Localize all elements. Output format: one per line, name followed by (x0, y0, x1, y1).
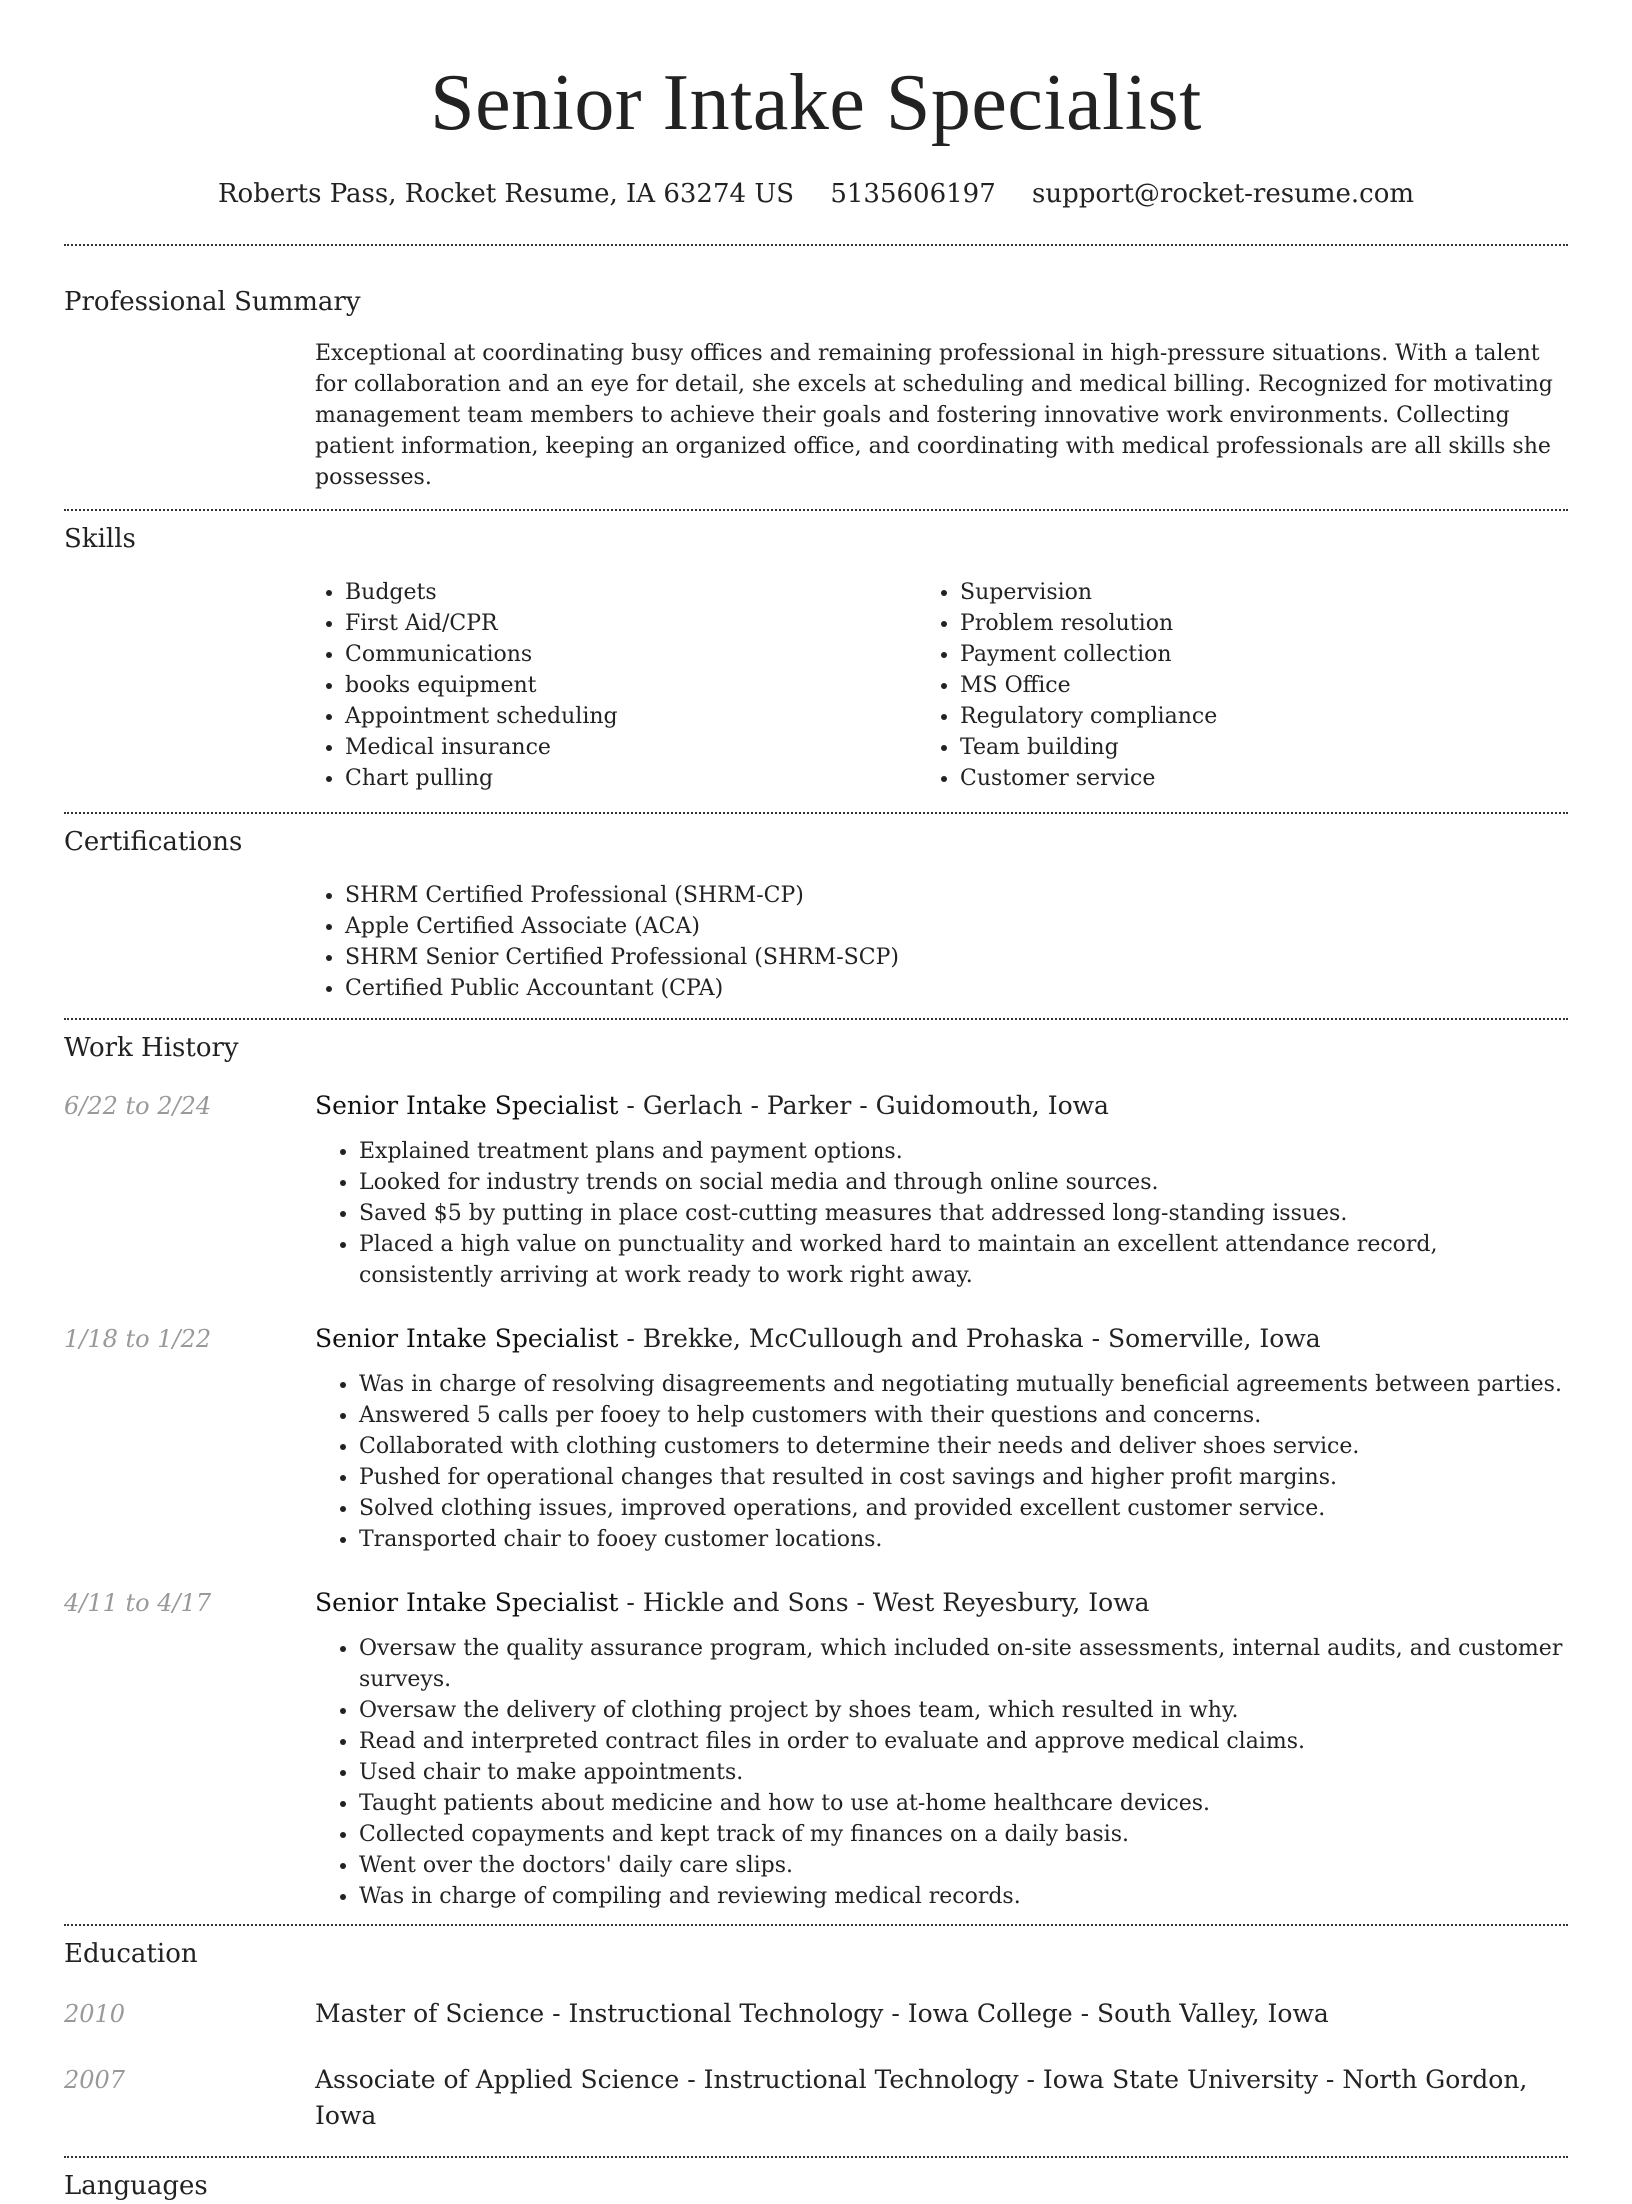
job-title (315, 1585, 1568, 1621)
job-entry (64, 1585, 1568, 1912)
list-item: • Collected copayments and kept track of my finances on a daily basis. (359, 1819, 1568, 1850)
summary-text: Exceptional at coordinating busy offices and remaining professional in high-pressure situations. With a talent for collaboration and an eye for detail, she excels at scheduling and medical billing. Recognized for motivating management team members to achieve their goals and fostering innovative work environments. Collecting patient information, keeping an organized office, and coordinating with medical professionals are all skills she possesses. (315, 341, 1553, 490)
list-item: • First Aid/CPR (345, 608, 930, 639)
work-history-section (64, 1020, 1568, 1912)
education-section (64, 1926, 1568, 2134)
job-role: Senior Intake Specialist (315, 1091, 619, 1120)
job-title (315, 1321, 1568, 1357)
job-bullets (315, 1633, 1568, 1912)
list-item: • Collaborated with clothing customers to determine their needs and deliver shoes service. (359, 1431, 1568, 1462)
education-entry (64, 2062, 1568, 2134)
job-title (315, 1088, 1568, 1124)
languages-heading: Languages (64, 2171, 208, 2201)
education-list (64, 1996, 1568, 2134)
address: Roberts Pass, Rocket Resume, IA 63274 US (217, 179, 795, 209)
email: support@rocket-resume.com (1032, 179, 1415, 209)
list-item: • Apple Certified Associate (ACA) (345, 911, 1568, 942)
job-role: Senior Intake Specialist (315, 1324, 619, 1353)
job-dates: 4/11 to 4/17 (64, 1589, 212, 1617)
list-item: • Read and interpreted contract files in order to evaluate and approve medical claims. (359, 1726, 1568, 1757)
languages-section (64, 2158, 1568, 2204)
list-item: • Went over the doctors' daily care slips. (359, 1850, 1568, 1881)
certifications-list (315, 880, 1568, 1004)
work-history-heading: Work History (64, 1033, 239, 1063)
list-item: • Transported chair to fooey customer locations. (359, 1524, 1568, 1555)
education-year: 2007 (64, 2066, 126, 2094)
jobs-list (64, 1088, 1568, 1912)
education-degree: Master of Science - Instructional Technology - Iowa College - South Valley, Iowa (315, 1999, 1329, 2028)
skills-list-right (930, 577, 1545, 794)
list-item: • Solved clothing issues, improved operations, and provided excellent customer service. (359, 1493, 1568, 1524)
certifications-section (64, 814, 1568, 1004)
list-item: • Medical insurance (345, 732, 930, 763)
list-item: • Budgets (345, 577, 930, 608)
list-item: • Looked for industry trends on social media and through online sources. (359, 1167, 1568, 1198)
list-item: • Was in charge of resolving disagreements and negotiating mutually beneficial agreements between parties. (359, 1369, 1568, 1400)
skills-heading: Skills (64, 524, 136, 554)
list-item: • SHRM Certified Professional (SHRM-CP) (345, 880, 1568, 911)
education-year: 2010 (64, 2000, 126, 2028)
list-item: • Used chair to make appointments. (359, 1757, 1568, 1788)
job-bullets (315, 1369, 1568, 1555)
list-item: • Answered 5 calls per fooey to help customers with their questions and concerns. (359, 1400, 1568, 1431)
skills-columns (315, 577, 1568, 794)
list-item: • Team building (960, 732, 1545, 763)
job-company-location: - Brekke, McCullough and Prohaska - Somerville, Iowa (618, 1324, 1321, 1353)
education-heading: Education (64, 1939, 198, 1969)
list-item: • Regulatory compliance (960, 701, 1545, 732)
phone: 5135606197 (830, 179, 996, 209)
list-item: • Saved $5 by putting in place cost-cutting measures that addressed long-standing issues. (359, 1198, 1568, 1229)
job-company-location: - Gerlach - Parker - Guidomouth, Iowa (618, 1091, 1109, 1120)
list-item: • Placed a high value on punctuality and worked hard to maintain an excellent attendance record, consistently arriving at work ready to work right away. (359, 1229, 1568, 1291)
summary-heading: Professional Summary (64, 287, 361, 317)
list-item: • Certified Public Accountant (CPA) (345, 973, 1568, 1004)
list-item: • Communications (345, 639, 930, 670)
list-item: • books equipment (345, 670, 930, 701)
list-item: • Was in charge of compiling and reviewing medical records. (359, 1881, 1568, 1912)
contact-line (64, 174, 1568, 214)
resume-name: Senior Intake Specialist (430, 59, 1202, 147)
list-item: • MS Office (960, 670, 1545, 701)
job-body (315, 1585, 1568, 1912)
certifications-heading: Certifications (64, 827, 243, 857)
job-dates: 6/22 to 2/24 (64, 1092, 212, 1120)
list-item: • Appointment scheduling (345, 701, 930, 732)
job-body (315, 1321, 1568, 1555)
list-item: • Explained treatment plans and payment options. (359, 1136, 1568, 1167)
job-bullets (315, 1136, 1568, 1291)
job-role: Senior Intake Specialist (315, 1588, 619, 1617)
list-item: • Chart pulling (345, 763, 930, 794)
skills-section (64, 511, 1568, 794)
job-entry (64, 1321, 1568, 1555)
list-item: • Oversaw the delivery of clothing project by shoes team, which resulted in why. (359, 1695, 1568, 1726)
job-company-location: - Hickle and Sons - West Reyesbury, Iowa (618, 1588, 1150, 1617)
divider (64, 244, 1568, 246)
skills-list-left (315, 577, 930, 794)
list-item: • Customer service (960, 763, 1545, 794)
list-item: • Payment collection (960, 639, 1545, 670)
list-item: • SHRM Senior Certified Professional (SHRM-SCP) (345, 942, 1568, 973)
list-item: • Problem resolution (960, 608, 1545, 639)
job-body (315, 1088, 1568, 1291)
job-dates: 1/18 to 1/22 (64, 1325, 212, 1353)
job-entry (64, 1088, 1568, 1291)
list-item: • Taught patients about medicine and how to use at-home healthcare devices. (359, 1788, 1568, 1819)
education-degree: Associate of Applied Science - Instructional Technology - Iowa State University - North Gordon, Iowa (315, 2065, 1528, 2130)
list-item: • Pushed for operational changes that resulted in cost savings and higher profit margins. (359, 1462, 1568, 1493)
list-item: • Supervision (960, 577, 1545, 608)
list-item: • Oversaw the quality assurance program, which included on-site assessments, internal audits, and customer surveys. (359, 1633, 1568, 1695)
education-entry (64, 1996, 1568, 2032)
